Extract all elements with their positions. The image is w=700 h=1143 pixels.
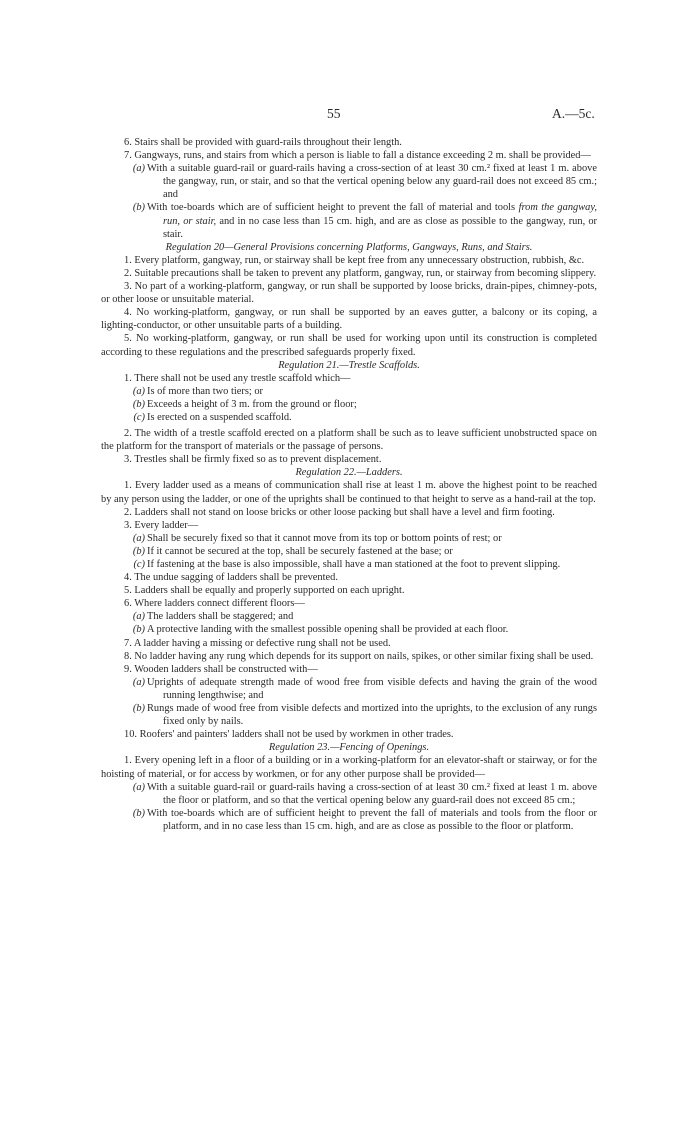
list-item — [101, 545, 597, 558]
list-item — [101, 411, 597, 424]
paragraph: 2. Ladders shall not stand on loose bricks or other loose packing but shall have a level and firm footing. — [124, 506, 555, 518]
paragraph: 6. Where ladders connect different floors— — [124, 598, 305, 610]
paragraph: 3. Every ladder— — [124, 519, 199, 531]
item-label: (b) — [132, 807, 145, 819]
paragraph: 2. The width of a trestle scaffold erected on a platform shall be such as to leave sufficient unobstructed space on the platform for the transport of materials or the passage of persons. — [101, 428, 597, 453]
document-body — [101, 136, 597, 833]
list-item — [101, 162, 597, 201]
section-heading: Regulation 20—General Provisions concerning Platforms, Gangways, Runs, and Stairs. — [165, 241, 533, 253]
paragraph: 1. Every ladder used as a means of communication shall rise at least 1 m. above the highest point to be reached by any person using the ladder, or one of the uprights shall be continued to that height to serve as a hand-rail at the top. — [101, 480, 597, 505]
item-label: (c) — [133, 411, 145, 423]
item-text: Rungs made of wood free from visible defects and mortized into the uprights, to the exclusion of any rungs fixed only by nails. — [147, 703, 597, 728]
item-text: With toe-boards which are of sufficient height to prevent the fall of materials and tools from the floor or platform, and in no case less than 15 cm. high, and are as close as possible to the floor or platform. — [147, 807, 597, 832]
list-item — [101, 676, 597, 702]
paragraph: 1. There shall not be used any trestle scaffold which— — [124, 372, 351, 384]
item-text: Exceeds a height of 3 m. from the ground or floor; — [147, 398, 357, 410]
item-text: The ladders shall be staggered; and — [147, 611, 294, 623]
item-label: (c) — [133, 559, 145, 570]
list-item — [101, 610, 597, 623]
paragraph: 10. Roofers' and painters' ladders shall not be used by workmen in other trades. — [124, 729, 454, 741]
item-label: (a) — [132, 676, 145, 688]
item-text: Is erected on a suspended scaffold. — [147, 411, 292, 423]
item-text: With toe-boards which are of sufficient height to prevent the fall of material and tools from the gangway, run, or stair, and in no case less than 15 cm. high, and are as close as possible to the gangway, run, or stair. — [147, 202, 598, 240]
paragraph: 3. No part of a working-platform, gangway, or run shall be supported by loose bricks, drain-pipes, chimney-pots, or other loose or unsuitable material. — [101, 281, 597, 306]
item-text: Uprights of adequate strength made of wood free from visible defects and having the grain of the wood running lengthwise; and — [147, 676, 597, 701]
paragraph: 7. A ladder having a missing or defective rung shall not be used. — [124, 637, 391, 649]
list-item — [101, 558, 597, 571]
item-label: (a) — [132, 163, 145, 175]
list-item — [101, 702, 597, 728]
paper-reference: A.—5c. — [552, 106, 595, 121]
list-item — [101, 807, 597, 833]
item-label: (a) — [132, 532, 145, 544]
list-item — [101, 398, 597, 411]
paragraph: 1. Every opening left in a floor of a building or in a working-platform for an elevator-shaft or stairway, or for the hoisting of material, or for access by workmen, or for any other purpose shall be provided— — [101, 755, 597, 780]
paragraph: 4. The undue sagging of ladders shall be prevented. — [124, 572, 338, 584]
paragraph: 7. Gangways, runs, and stairs from which a person is liable to fall a distance exceeding 2 m. shall be provided— — [124, 150, 591, 162]
item-label: (b) — [132, 624, 145, 636]
item-label: (a) — [132, 385, 145, 397]
item-text: With a suitable guard-rail or guard-rails having a cross-section of at least 30 cm.² fixed at least 1 m. above the gangway, run, or stair, and so that the vertical opening below any guard-rail does not exceed 85 cm.; and — [147, 163, 597, 201]
item-text: Shall be securely fixed so that it cannot move from its top or bottom points of rest; or — [147, 532, 502, 544]
list-item — [101, 781, 597, 807]
paragraph: 6. Stairs shall be provided with guard-rails throughout their length. — [124, 137, 402, 148]
paragraph: 5. No working-platform, gangway, or run shall be used for working upon until its construction is completed according to these regulations and the prescribed safeguards properly fixed. — [101, 333, 597, 358]
item-text: A protective landing with the smallest possible opening shall be provided at each floor. — [147, 624, 509, 636]
page-number: 55 — [327, 106, 341, 121]
paragraph: 3. Trestles shall be firmly fixed so as to prevent displacement. — [124, 454, 382, 466]
list-item — [101, 385, 597, 398]
item-label: (b) — [132, 545, 145, 557]
page-header — [0, 106, 700, 126]
item-label: (b) — [132, 703, 145, 715]
section-heading: Regulation 23.—Fencing of Openings. — [268, 742, 430, 754]
paragraph: 1. Every platform, gangway, run, or stairway shall be kept free from any unnecessary obstruction, rubbish, &c. — [124, 254, 585, 266]
paragraph: 4. No working-platform, gangway, or run shall be supported by an eaves gutter, a balcony or its coping, a lighting-conductor, or other unsuitable parts of a building. — [101, 307, 597, 332]
paragraph: 8. No ladder having any rung which depends for its support on nails, spikes, or other similar fixing shall be used. — [124, 650, 594, 662]
list-item — [101, 532, 597, 545]
item-text: If it cannot be secured at the top, shall be securely fastened at the base; or — [147, 545, 453, 557]
list-item — [101, 201, 597, 240]
item-text: With a suitable guard-rail or guard-rails having a cross-section of at least 30 cm.² fixed at least 1 m. above the floor or platform, and so that the vertical opening below any guard-rail does not exceed 85 cm.; — [147, 781, 597, 806]
paragraph: 2. Suitable precautions shall be taken to prevent any platform, gangway, run, or stairway from becoming slippery. — [124, 267, 597, 279]
paragraph: 9. Wooden ladders shall be constructed with— — [124, 663, 318, 675]
section-heading: Regulation 21.—Trestle Scaffolds. — [278, 359, 420, 371]
item-text: If fastening at the base is also impossible, shall have a man stationed at the foot to prevent slipping. — [147, 559, 561, 570]
paragraph: 5. Ladders shall be equally and properly supported on each upright. — [124, 585, 405, 597]
item-label: (a) — [132, 611, 145, 623]
item-text: Is of more than two tiers; or — [147, 385, 264, 397]
item-label: (a) — [132, 781, 145, 793]
section-heading: Regulation 22.—Ladders. — [295, 467, 403, 479]
list-item — [101, 623, 597, 636]
item-label: (b) — [132, 398, 145, 410]
item-label: (b) — [132, 202, 145, 214]
